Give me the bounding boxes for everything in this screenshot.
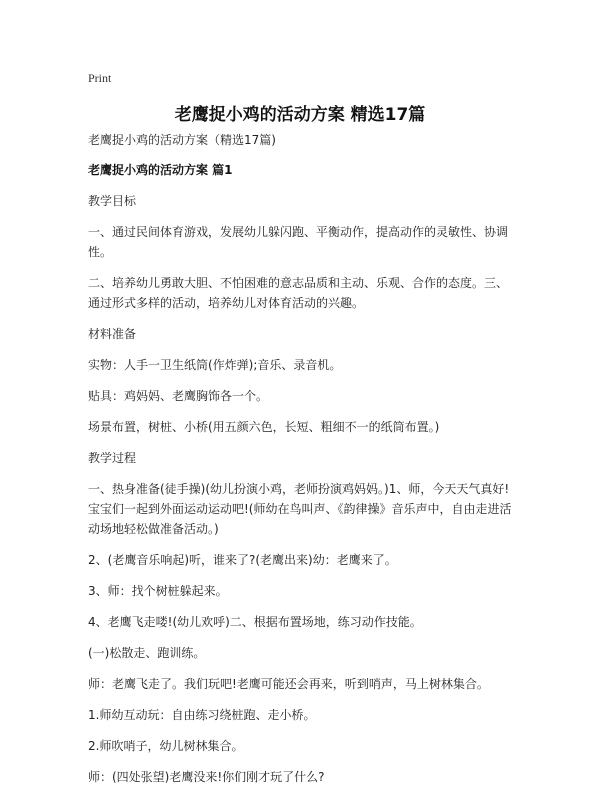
paragraph: 3、师：找个树桩躲起来。 bbox=[88, 584, 228, 598]
paragraph: 师：(四处张望)老鹰没来!你们刚才玩了什么? bbox=[88, 770, 325, 784]
paragraph: 实物：人手一卫生纸筒(作炸弹);音乐、录音机。 bbox=[88, 358, 342, 372]
paragraph: 二、培养幼儿勇敢大胆、不怕困难的意志品质和主动、乐观、合作的态度。三、通过形式多样的活动，培养幼儿对体育活动的兴趣。 bbox=[88, 276, 509, 310]
paragraph: 1.师幼互动玩：自由练习绕桩跑、走小桥。 bbox=[88, 708, 316, 722]
document-body bbox=[88, 130, 518, 798]
paragraph: 师：老鹰飞走了。我们玩吧!老鹰可能还会再来，听到哨声，马上树林集合。 bbox=[88, 677, 489, 691]
paragraph: 2.师吹哨子，幼儿树林集合。 bbox=[88, 739, 244, 753]
heading-materials: 材料准备 bbox=[88, 327, 137, 341]
paragraph: 2、(老鹰音乐响起)听，谁来了?(老鹰出来)幼：老鹰来了。 bbox=[88, 553, 397, 567]
paragraph: 一、通过民间体育游戏，发展幼儿躲闪跑、平衡动作，提高动作的灵敏性、协调性。 bbox=[88, 225, 509, 259]
print-link[interactable]: Print bbox=[88, 71, 112, 85]
heading-teaching-process: 教学过程 bbox=[88, 451, 137, 465]
paragraph: 4、老鹰飞走喽!(幼儿欢呼)二、根据布置场地，练习动作技能。 bbox=[88, 615, 422, 629]
heading-teaching-goals: 教学目标 bbox=[88, 194, 137, 208]
page-title: 老鹰捉小鸡的活动方案 精选17篇 bbox=[174, 105, 426, 125]
document-subtitle: 老鹰捉小鸡的活动方案（精选17篇) bbox=[88, 133, 276, 147]
section-title: 老鹰捉小鸡的活动方案 篇1 bbox=[88, 163, 233, 177]
paragraph: 贴具：鸡妈妈、老鹰胸饰各一个。 bbox=[88, 389, 269, 403]
paragraph: 一、热身准备(徒手操)(幼儿扮演小鸡，老师扮演鸡妈妈。)1、师，今天天气真好!宝宝们一起到外面运动运动吧!(师幼在鸟叫声、《韵律操》音乐声中，自由走进活动场地轻松做准备活动。) bbox=[88, 482, 512, 536]
paragraph: 场景布置，树桩、小桥(用五颜六色，长短、粗细不一的纸筒布置。) bbox=[88, 420, 440, 434]
paragraph: (一)松散走、跑训练。 bbox=[88, 646, 206, 660]
